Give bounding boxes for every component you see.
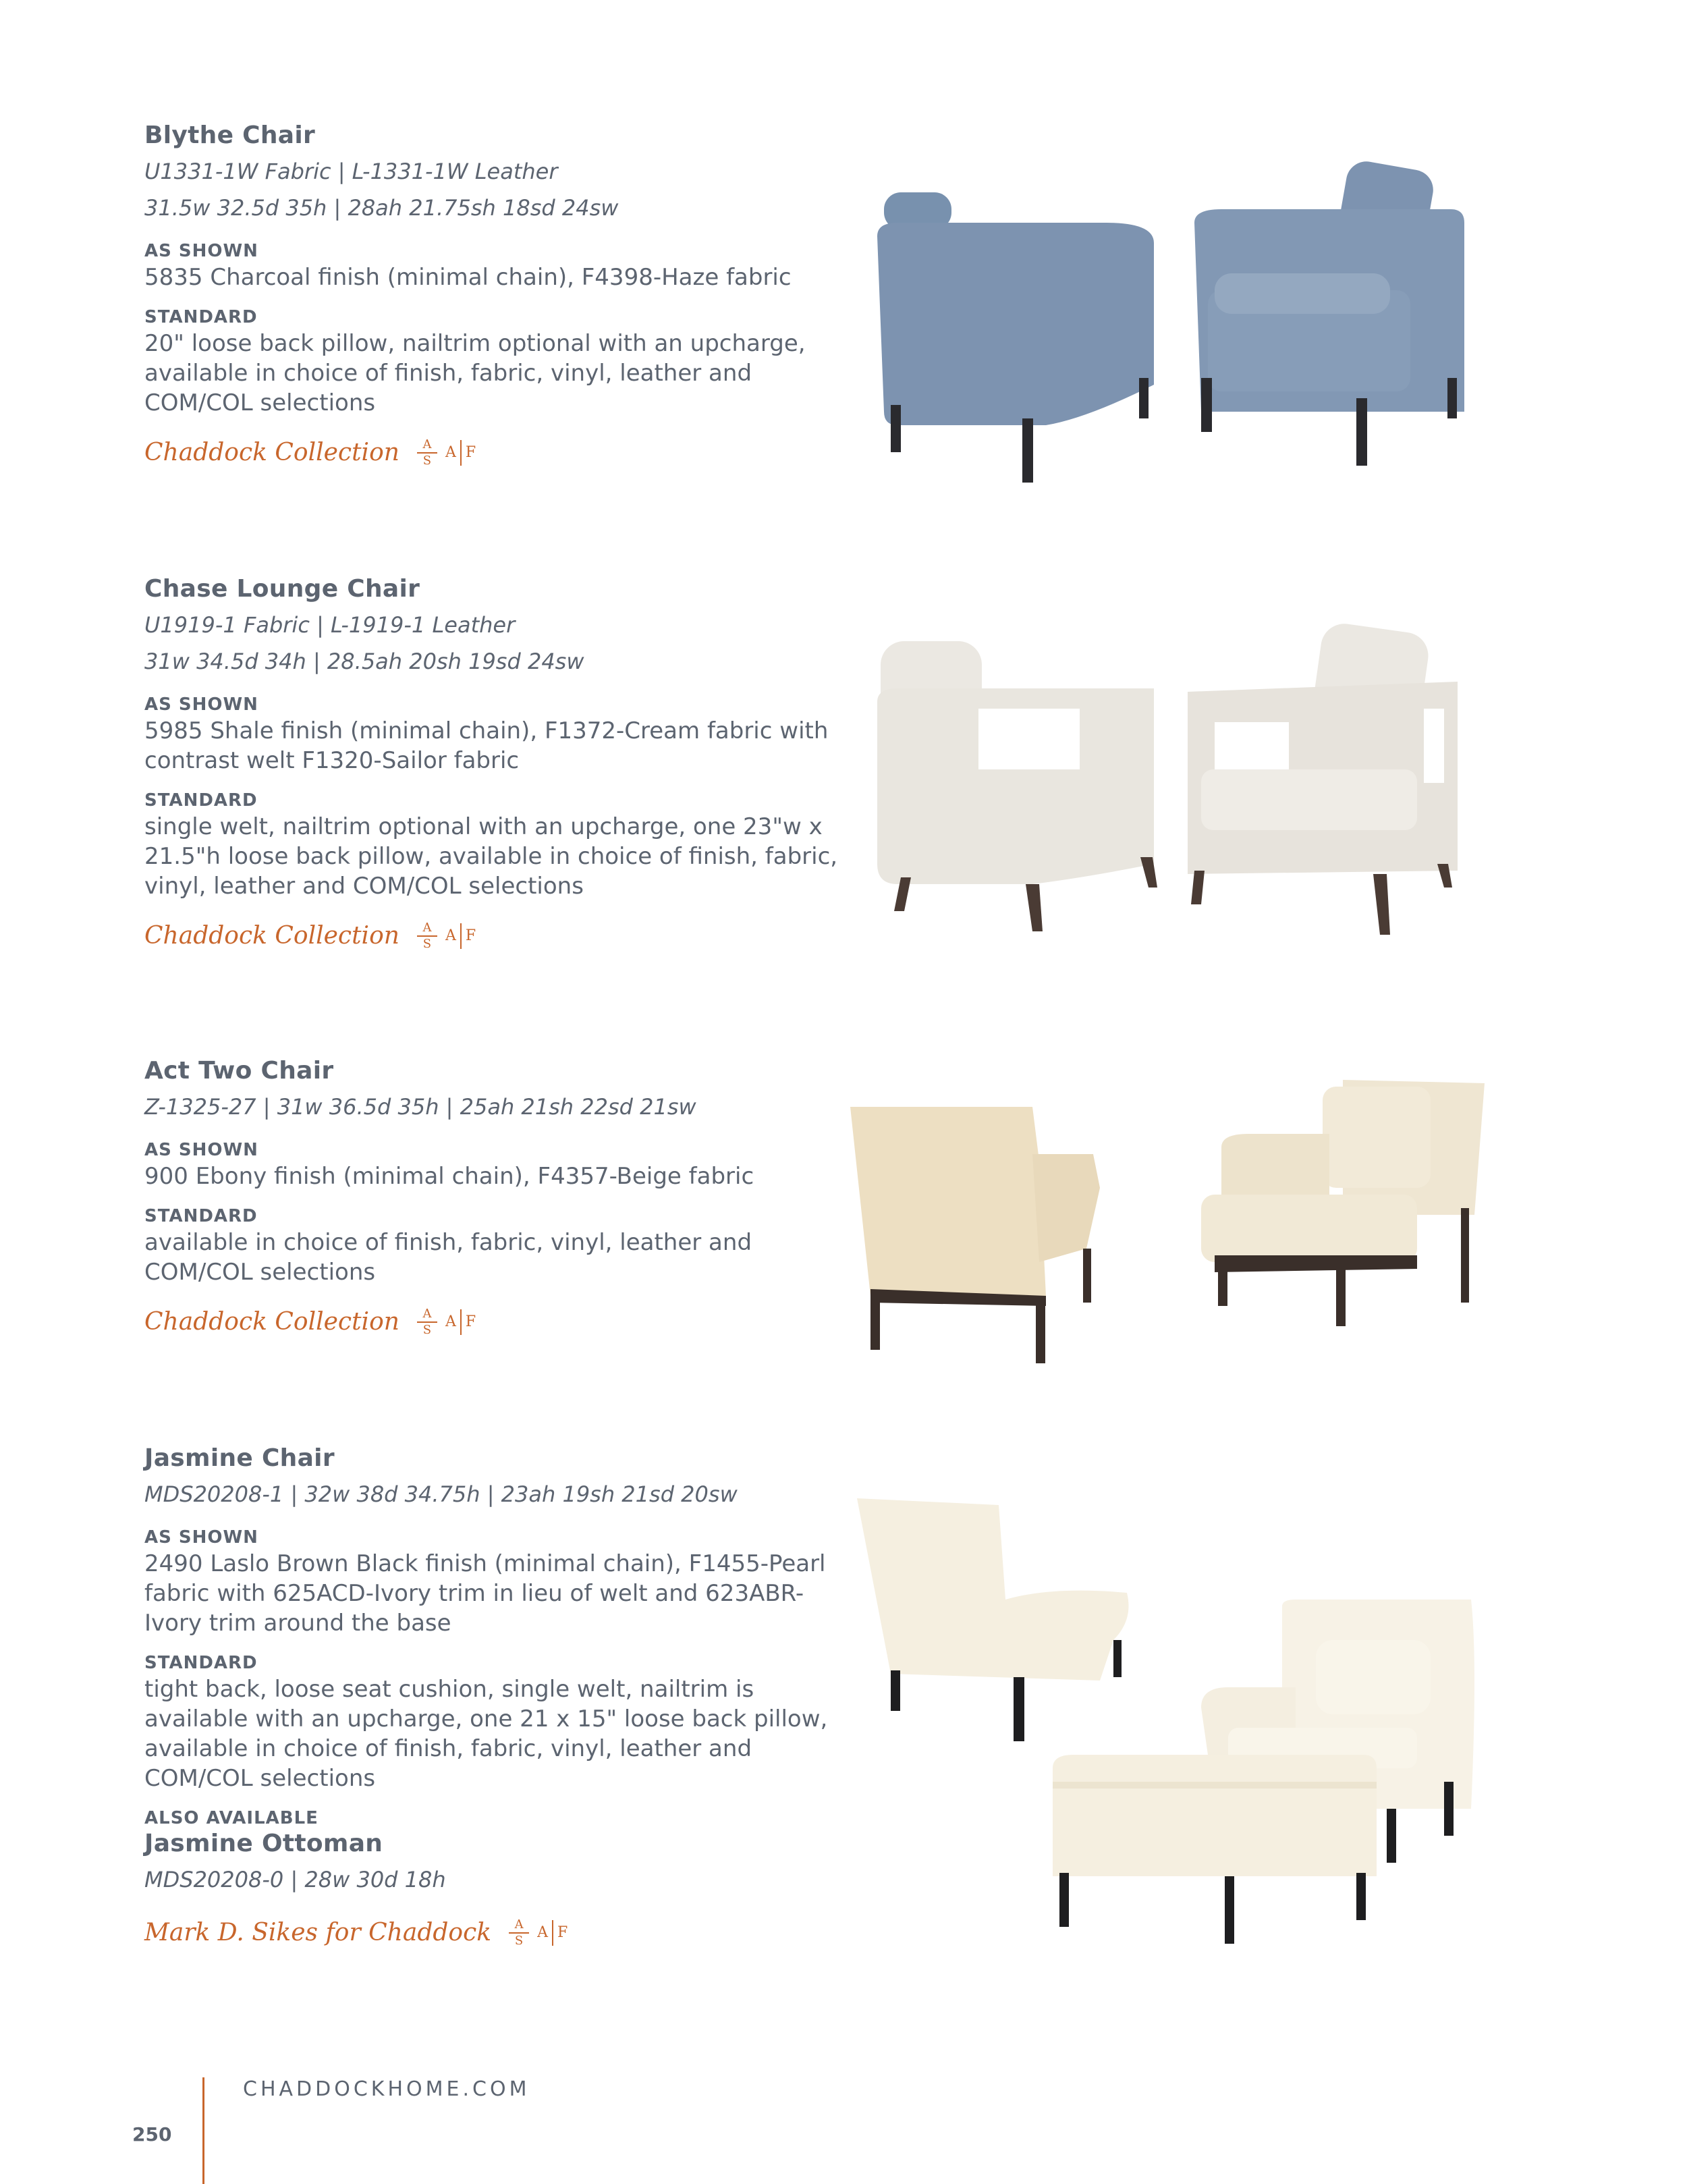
collection-line <box>144 1918 846 1948</box>
collection-line <box>144 438 846 468</box>
standard-label: STANDARD <box>144 1653 258 1673</box>
standard-text: tight back, loose seat cushion, single welt, nailtrim is available with an upcharge, one 21 x 15" loose back pillow, available in choice of finish, fabric, vinyl, leather and COM/COL selections <box>144 1676 828 1792</box>
as-shown-label: AS SHOWN <box>144 694 258 715</box>
also-available-label: ALSO AVAILABLE <box>144 1808 319 1828</box>
collection-name: Chaddock Collection <box>144 922 399 950</box>
jasmine-chair-image <box>850 1485 1498 1984</box>
as-shown-text: 2490 Laslo Brown Black finish (minimal chain), F1455-Pearl fabric with 625ACD-Ivory trim in lieu of welt and 623ABR-Ivory trim around the base <box>144 1550 826 1637</box>
product-title: Jasmine Chair <box>144 1444 335 1472</box>
product-dimensions: 31w 34.5d 34h | 28.5ah 20sh 19sd 24sw <box>144 649 584 674</box>
product-blythe-chair <box>144 121 846 468</box>
standard-text: 20" loose back pillow, nailtrim optional with an upcharge, available in choice of finish, fabric, vinyl, leather and COM/COL selections <box>144 330 806 416</box>
collection-line <box>144 1307 846 1337</box>
blythe-chair-image <box>870 155 1491 493</box>
collection-name: Mark D. Sikes for Chaddock <box>144 1919 492 1947</box>
product-jasmine-chair <box>144 1444 846 1948</box>
as-shown-text: 900 Ebony finish (minimal chain), F4357-Beige fabric <box>144 1163 754 1190</box>
asaf-logo: $\frac{A}{S}$ A F <box>417 438 476 468</box>
product-sku: U1331-1W Fabric | L-1331-1W Leather <box>144 159 558 184</box>
footer-divider <box>202 2077 204 2184</box>
standard-text: single welt, nailtrim optional with an upcharge, one 23"w x 21.5"h loose back pillow, available in choice of finish, fabric, vinyl, leather and COM/COL selections <box>144 813 838 900</box>
footer-website-link[interactable]: CHADDOCKHOME.COM <box>243 2077 530 2101</box>
asaf-logo: $\frac{A}{S}$ A F <box>417 921 476 951</box>
collection-name: Chaddock Collection <box>144 439 399 467</box>
standard-label: STANDARD <box>144 307 258 327</box>
ottoman-sku: MDS20208-0 | 28w 30d 18h <box>144 1867 446 1892</box>
product-act-two-chair <box>144 1057 846 1337</box>
product-sku: Z-1325-27 | 31w 36.5d 35h | 25ah 21sh 22sd 21sw <box>144 1094 696 1120</box>
standard-text: available in choice of finish, fabric, vinyl, leather and COM/COL selections <box>144 1229 752 1286</box>
as-shown-text: 5985 Shale finish (minimal chain), F1372-Cream fabric with contrast welt F1320-Sailor fabric <box>144 717 829 774</box>
as-shown-label: AS SHOWN <box>144 1140 258 1160</box>
asaf-logo: $\frac{A}{S}$ A F <box>509 1918 568 1948</box>
collection-line <box>144 921 846 951</box>
product-title: Chase Lounge Chair <box>144 575 420 603</box>
product-chase-lounge-chair <box>144 575 846 951</box>
product-title: Blythe Chair <box>144 121 316 149</box>
product-sku: U1919-1 Fabric | L-1919-1 Leather <box>144 612 516 638</box>
ottoman-title: Jasmine Ottoman <box>144 1830 383 1857</box>
product-dimensions: 31.5w 32.5d 35h | 28ah 21.75sh 18sd 24sw <box>144 195 619 221</box>
product-sku: MDS20208-1 | 32w 38d 34.75h | 23ah 19sh 21sd 20sw <box>144 1481 738 1507</box>
as-shown-label: AS SHOWN <box>144 1527 258 1548</box>
as-shown-label: AS SHOWN <box>144 241 258 261</box>
product-title: Act Two Chair <box>144 1057 334 1085</box>
act-two-chair-image <box>844 1073 1491 1363</box>
as-shown-text: 5835 Charcoal finish (minimal chain), F4398-Haze fabric <box>144 264 792 291</box>
page-number: 250 <box>132 2123 172 2146</box>
standard-label: STANDARD <box>144 790 258 811</box>
standard-label: STANDARD <box>144 1206 258 1226</box>
asaf-logo: $\frac{A}{S}$ A F <box>417 1307 476 1337</box>
chase-lounge-chair-image <box>870 621 1491 945</box>
collection-name: Chaddock Collection <box>144 1308 399 1336</box>
